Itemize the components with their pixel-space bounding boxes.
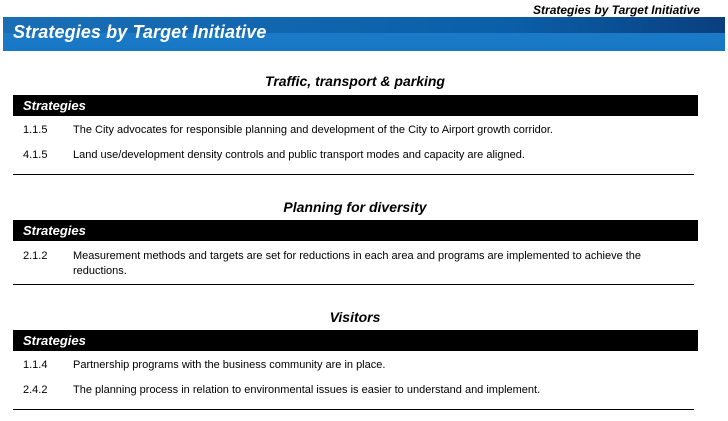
strategies-label: Strategies (23, 98, 86, 113)
strategy-text: The City advocates for responsible planning and development of the City to Airport growth corridor. (73, 124, 553, 136)
page-title: Strategies by Target Initiative (13, 22, 267, 42)
section-title-visitors: Visitors (329, 309, 381, 325)
strategy-text: Measurement methods and targets are set for reductions in each area and programs are implemented to achieve the reductions. (73, 250, 642, 277)
strategy-text: Land use/development density controls and public transport modes and capacity are aligned. (73, 149, 525, 161)
strategy-number: 2.4.2 (23, 384, 48, 396)
strategy-number: 1.1.4 (23, 359, 48, 371)
strategies-label: Strategies (23, 333, 86, 348)
section-divider (13, 174, 694, 175)
section-title-diversity: Planning for diversity (283, 199, 427, 215)
title-banner (3, 17, 725, 51)
header-corner-title: Strategies by Target Initiative (533, 3, 700, 17)
strategy-text: The planning process in relation to environmental issues is easier to understand and implement. (73, 384, 541, 396)
section-divider (13, 284, 694, 285)
section-divider (13, 409, 694, 410)
section-title-traffic: Traffic, transport & parking (265, 73, 445, 89)
strategies-bar (13, 95, 698, 116)
strategy-number: 2.1.2 (23, 250, 48, 262)
strategy-number: 4.1.5 (23, 149, 48, 161)
strategies-label: Strategies (23, 223, 86, 238)
strategies-bar (13, 220, 698, 241)
strategy-text: Partnership programs with the business community are in place. (73, 359, 386, 371)
strategy-number: 1.1.5 (23, 124, 48, 136)
strategies-bar (13, 330, 698, 351)
